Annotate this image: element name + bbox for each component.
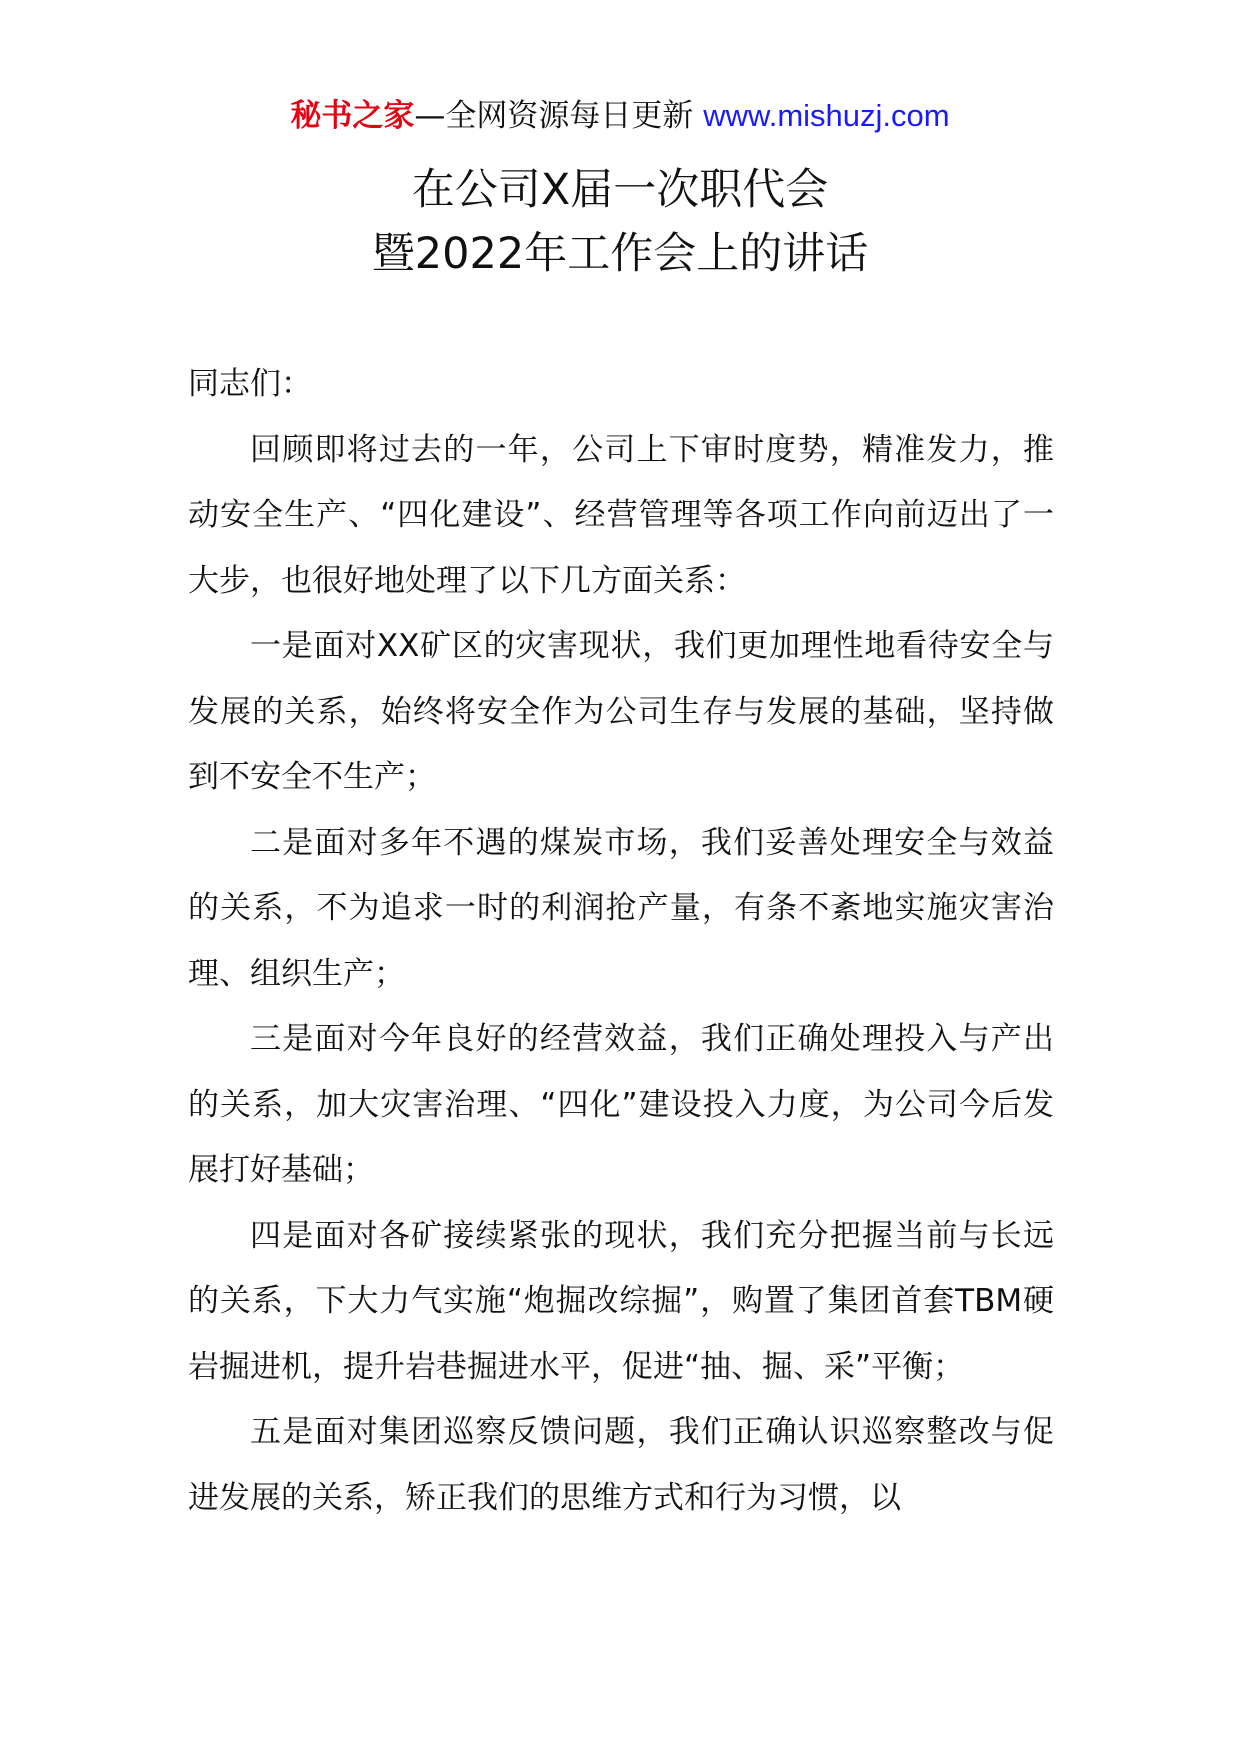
paragraph-intro: 回顾即将过去的一年，公司上下审时度势，精准发力，推动安全生产、“四化建设”、经营管理等各项工作向前迈出了一大步，也很好地处理了以下几方面关系：: [188, 431, 1054, 599]
brand-name: 秘书之家: [290, 98, 415, 134]
site-url-link[interactable]: www.mishuzj.com: [703, 98, 950, 133]
paragraph-point-1: 一是面对XX矿区的灾害现状，我们更加理性地看待安全与发展的关系，始终将安全作为公司生存与发展的基础，坚持做到不安全不生产；: [188, 628, 1054, 795]
paragraph-point-2: 二是面对多年不遇的煤炭市场，我们妥善处理安全与效益的关系，不为追求一时的利润抢产量，有条不紊地实施灾害治理、组织生产；: [188, 824, 1054, 992]
paragraph-point-5: 五是面对集团巡察反馈问题，我们正确认识巡察整改与促进发展的关系，矫正我们的思维方式和行为习惯，以: [188, 1414, 1054, 1516]
document-body: [188, 352, 1054, 1531]
site-header: [0, 96, 1240, 136]
document-title-line-2: 暨2022年工作会上的讲话: [371, 229, 869, 279]
greeting: 同志们：: [188, 366, 312, 402]
paragraph-point-3: 三是面对今年良好的经营效益，我们正确处理投入与产出的关系，加大灾害治理、“四化”建设投入力度，为公司今后发展打好基础；: [188, 1021, 1054, 1188]
document-title-line-1: 在公司X届一次职代会: [411, 165, 829, 215]
paragraph-point-4: 四是面对各矿接续紧张的现状，我们充分把握当前与长远的关系，下大力气实施“炮掘改综掘”，购置了集团首套TBM硬岩掘进机，提升岩巷掘进水平，促进“抽、掘、采”平衡；: [188, 1217, 1054, 1385]
header-tagline: —全网资源每日更新: [414, 98, 694, 134]
